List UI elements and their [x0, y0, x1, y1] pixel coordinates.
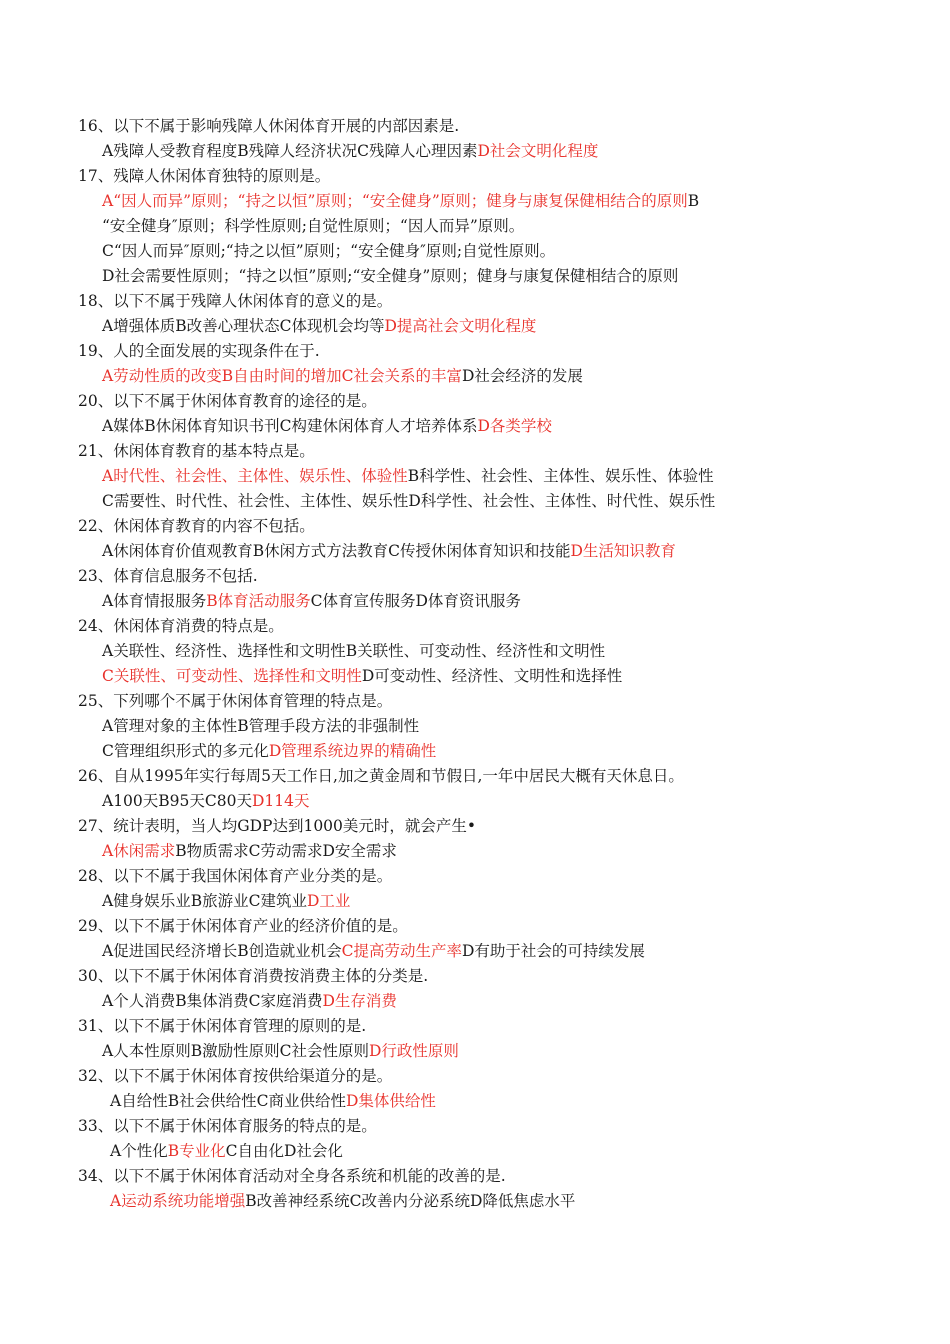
options-line	[78, 314, 918, 339]
text-segment: 17、残障人休闲体育独特的原则是。	[78, 167, 331, 185]
text-segment: A增强体质B改善心理状态C体现机会均等	[102, 317, 385, 335]
options-line	[78, 489, 918, 514]
text-segment: 33、以下不属于休闲体育服务的特点的是。	[78, 1117, 377, 1135]
text-segment: 34、以下不属于休闲体育活动对全身各系统和机能的改善的是.	[78, 1167, 506, 1185]
text-segment: C体育宣传服务D体育资讯服务	[310, 592, 521, 610]
question-line	[78, 439, 918, 464]
text-segment: 24、休闲体育消费的特点是。	[78, 617, 284, 635]
question-line	[78, 614, 918, 639]
text-segment: C管理组织形式的多元化	[102, 742, 269, 760]
answer-highlight: A劳动性质的改变B自由时间的增加C社会关系的丰富	[102, 367, 462, 385]
question-line	[78, 339, 918, 364]
question-line	[78, 514, 918, 539]
answer-highlight: D生存消费	[322, 992, 397, 1010]
answer-highlight: A运动系统功能增强	[110, 1192, 246, 1210]
answer-highlight: D管理系统边界的精确性	[268, 742, 437, 760]
question-line	[78, 1014, 918, 1039]
options-line	[78, 189, 918, 214]
answer-highlight: D社会文明化程度	[477, 142, 599, 160]
options-line	[78, 1139, 918, 1164]
question-line	[78, 764, 918, 789]
text-segment: 21、休闲体育教育的基本特点是。	[78, 442, 315, 460]
text-segment: A个性化	[110, 1142, 168, 1160]
answer-highlight: D行政性原则	[368, 1042, 459, 1060]
options-line	[78, 989, 918, 1014]
text-segment: A关联性、经济性、选择性和文明性B关联性、可变动性、经济性和文明性	[102, 642, 606, 660]
options-line	[78, 889, 918, 914]
question-line	[78, 1114, 918, 1139]
question-line	[78, 389, 918, 414]
text-segment: A体育情报服务	[102, 592, 207, 610]
text-segment: 22、休闲体育教育的内容不包括。	[78, 517, 315, 535]
question-line	[78, 914, 918, 939]
answer-highlight: D各类学校	[477, 417, 552, 435]
text-segment: B科学性、社会性、主体性、娱乐性、体验性	[407, 467, 714, 485]
question-line	[78, 689, 918, 714]
options-line	[78, 839, 918, 864]
text-segment: 32、以下不属于休闲体育按供给渠道分的是。	[78, 1067, 393, 1085]
text-segment: 26、自从1995年实行每周5天工作日,加之黄金周和节假日,一年中居民大概有天休息日。	[78, 767, 684, 785]
text-segment: A个人消费B集体消费C家庭消费	[102, 992, 323, 1010]
answer-highlight: D114天	[251, 792, 310, 810]
question-line	[78, 964, 918, 989]
options-line	[78, 414, 918, 439]
text-segment: 31、以下不属于休闲体育管理的原则的是.	[78, 1017, 367, 1035]
answer-highlight: C提高劳动生产率	[341, 942, 462, 960]
text-segment: D有助于社会的可持续发展	[461, 942, 645, 960]
text-segment: 16、以下不属于影响残障人休闲体育开展的内部因素是.	[78, 117, 460, 135]
options-line	[78, 239, 918, 264]
question-line	[78, 289, 918, 314]
answer-highlight: D生活知识教育	[570, 542, 676, 560]
question-line	[78, 564, 918, 589]
answer-highlight: A“因人而异”原则；“持之以恒”原则；“安全健身”原则；健身与康复保健相结合的原则	[102, 192, 688, 210]
options-line	[78, 789, 918, 814]
options-line	[78, 639, 918, 664]
text-segment: D社会经济的发展	[461, 367, 583, 385]
answer-highlight: C关联性、可变动性、选择性和文明性	[102, 667, 362, 685]
text-segment: A残障人受教育程度B残障人经济状况C残障人心理因素	[102, 142, 478, 160]
text-segment: 27、统计表明，当人均GDP达到1000美元时，就会产生•	[78, 817, 477, 835]
text-segment: 18、以下不属于残障人休闲体育的意义的是。	[78, 292, 393, 310]
text-segment: A自给性B社会供给性C商业供给性	[110, 1092, 346, 1110]
question-line	[78, 164, 918, 189]
question-line	[78, 1064, 918, 1089]
options-line	[78, 264, 918, 289]
text-segment: A100天B95天C80天	[102, 792, 252, 810]
text-segment: 20、以下不属于休闲体育教育的途径的是。	[78, 392, 377, 410]
text-segment: C“因人而异″原则;“持之以恒”原则；“安全健身″原则;自觉性原则。	[102, 242, 556, 260]
options-line	[78, 139, 918, 164]
options-line	[78, 714, 918, 739]
text-segment: B物质需求C劳动需求D安全需求	[175, 842, 397, 860]
text-segment: 28、以下不属于我国休闲体育产业分类的是。	[78, 867, 393, 885]
text-segment: 23、体育信息服务不包括.	[78, 567, 258, 585]
answer-highlight: A时代性、社会性、主体性、娱乐性、体验性	[102, 467, 408, 485]
text-segment: 25、下列哪个不属于休闲体育管理的特点是。	[78, 692, 393, 710]
answer-highlight: D集体供给性	[345, 1092, 436, 1110]
answer-highlight: B体育活动服务	[206, 592, 311, 610]
options-line	[78, 214, 918, 239]
text-segment: D可变动性、经济性、文明性和选择性	[361, 667, 623, 685]
options-line	[78, 1189, 918, 1214]
text-segment: A健身娱乐业B旅游业C建筑业	[102, 892, 307, 910]
text-segment: “安全健身″原则；科学性原则;自觉性原则；“因人而异”原则。	[102, 217, 525, 235]
options-line	[78, 939, 918, 964]
answer-highlight: A休闲需求	[102, 842, 176, 860]
answer-highlight: D提高社会文明化程度	[384, 317, 537, 335]
text-segment: A管理对象的主体性B管理手段方法的非强制性	[102, 717, 420, 735]
text-segment: B	[687, 192, 700, 210]
options-line	[78, 1089, 918, 1114]
text-segment: A促进国民经济增长B创造就业机会	[102, 942, 342, 960]
text-segment: 19、人的全面发展的实现条件在于.	[78, 342, 320, 360]
text-segment: D社会需要性原则；“持之以恒”原则;“安全健身”原则；健身与康复保健相结合的原则	[102, 267, 679, 285]
text-segment: A人本性原则B激励性原则C社会性原则	[102, 1042, 369, 1060]
answer-highlight: D工业	[306, 892, 351, 910]
answer-highlight: B专业化	[167, 1142, 226, 1160]
text-segment: 29、以下不属于休闲体育产业的经济价值的是。	[78, 917, 408, 935]
text-segment: 30、以下不属于休闲体育消费按消费主体的分类是.	[78, 967, 429, 985]
options-line	[78, 364, 918, 389]
text-segment: B改善神经系统C改善内分泌系统D降低焦虑水平	[245, 1192, 576, 1210]
question-line	[78, 114, 918, 139]
options-line	[78, 664, 918, 689]
question-line	[78, 1164, 918, 1189]
options-line	[78, 739, 918, 764]
options-line	[78, 1039, 918, 1064]
options-line	[78, 464, 918, 489]
text-segment: C需要性、时代性、社会性、主体性、娱乐性D科学性、社会性、主体性、时代性、娱乐性	[102, 492, 716, 510]
text-segment: C自由化D社会化	[225, 1142, 343, 1160]
text-segment: A媒体B休闲体育知识书刊C构建休闲体育人才培养体系	[102, 417, 478, 435]
question-list	[78, 114, 918, 1214]
question-line	[78, 864, 918, 889]
options-line	[78, 539, 918, 564]
options-line	[78, 589, 918, 614]
question-line	[78, 814, 918, 839]
text-segment: A休闲体育价值观教育B休闲方式方法教育C传授休闲体育知识和技能	[102, 542, 571, 560]
